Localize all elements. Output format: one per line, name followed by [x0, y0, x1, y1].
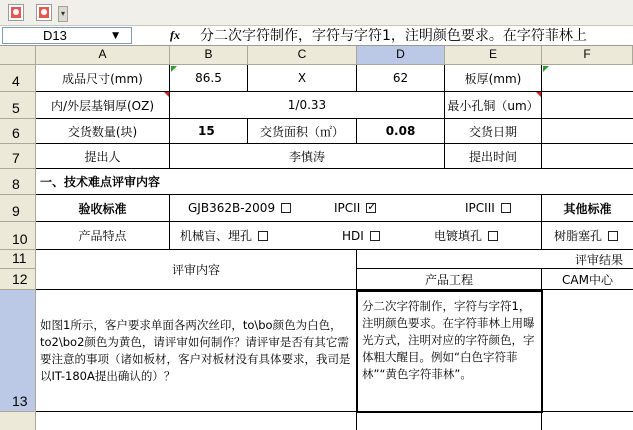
cell-reference: D13	[43, 28, 67, 43]
cell-a4[interactable]: 成品尺寸(mm)	[36, 65, 170, 92]
row-header-9[interactable]: 9	[0, 195, 36, 222]
header-cam-center[interactable]: CAM中心	[542, 269, 633, 290]
cell-f9[interactable]: 其他标准	[542, 195, 633, 222]
row-header-13[interactable]: 13	[0, 290, 36, 412]
row-header-6[interactable]: 6	[0, 119, 36, 144]
cell-review-question[interactable]: 如图1所示，客户要求单面各两次丝印，to\bo颜色为白色，to2\bo2颜色为黄色，请评审如何制作？请评审是否有其它需要注意的事项（诸如板材，客户对板材没有具体要求，我司是以IT-180A提出确认的）？	[36, 290, 357, 412]
row-header-11[interactable]: 11	[0, 250, 36, 269]
row-header-12[interactable]: 12	[0, 269, 36, 290]
checkbox-ipc3[interactable]	[501, 203, 511, 213]
option-blind-via[interactable]	[170, 222, 357, 250]
cell-e4[interactable]: 板厚(mm)	[445, 65, 542, 92]
cell-b7[interactable]: 李慎涛	[170, 144, 445, 169]
function-icon[interactable]: fx	[170, 28, 180, 42]
cell-b6[interactable]: 15	[170, 119, 248, 144]
option-plating-fill[interactable]	[430, 222, 542, 250]
cell-d14[interactable]	[357, 412, 542, 430]
cell-a7[interactable]: 提出人	[36, 144, 170, 169]
option-resin-plug-label: 树脂塞孔	[554, 229, 603, 243]
cell-a6[interactable]: 交货数量(块)	[36, 119, 170, 144]
comment-marker	[164, 92, 169, 97]
checkbox-gjb[interactable]	[281, 203, 291, 213]
column-header-c[interactable]: C	[248, 46, 357, 65]
cell-e7[interactable]: 提出时间	[445, 144, 542, 169]
column-header-f[interactable]: F	[542, 46, 633, 65]
cell-d13-active[interactable]: 分二次字符制作，字符与字符1，注明颜色要求。在字符菲林上用曝光方式，注明对应的字符颜色，字体粗大醒目。例如“白色字符菲林”“黄色字符菲林”。	[356, 290, 543, 413]
cell-c4[interactable]: X	[248, 65, 357, 92]
column-header-a[interactable]: A	[36, 46, 170, 65]
cell-e5[interactable]: 最小孔铜（um）	[445, 92, 542, 119]
option-ipc2-label: IPCII	[334, 201, 361, 215]
cell-a14[interactable]	[36, 412, 357, 430]
checkbox-blind-via[interactable]	[258, 231, 268, 241]
checkbox-hdi[interactable]	[370, 231, 380, 241]
cell-a10[interactable]: 产品特点	[36, 222, 170, 250]
option-ipc3-label: IPCIII	[465, 201, 495, 215]
column-header-b[interactable]: B	[170, 46, 248, 65]
option-hdi-label: HDI	[342, 228, 364, 243]
option-ipc3[interactable]	[445, 195, 542, 222]
pdf-export-icon[interactable]	[36, 4, 52, 21]
row-header-10[interactable]: 10	[0, 222, 36, 250]
header-review-content[interactable]: 评审内容	[36, 250, 357, 290]
checkbox-plating-fill[interactable]	[488, 231, 498, 241]
checkbox-resin-plug[interactable]	[608, 231, 618, 241]
cell-f6[interactable]	[542, 119, 633, 144]
option-ipc2[interactable]	[330, 195, 450, 222]
cell-f7[interactable]	[542, 144, 633, 169]
cell-f5[interactable]	[542, 92, 633, 119]
toolbar-options-icon[interactable]: ▾	[58, 6, 68, 22]
comment-marker	[171, 66, 177, 72]
formula-bar	[0, 26, 633, 46]
column-header-e[interactable]: E	[445, 46, 542, 65]
cell-e6[interactable]: 交货日期	[445, 119, 542, 144]
cell-b5[interactable]: 1/0.33	[170, 92, 445, 119]
name-box[interactable]	[2, 27, 132, 44]
option-hdi[interactable]	[338, 222, 438, 250]
cell-a9[interactable]: 验收标准	[36, 195, 170, 222]
formula-input[interactable]: 分二次字符制作，字符与字符1，注明颜色要求。在字符菲林上	[200, 28, 587, 44]
row-header-5[interactable]: 5	[0, 92, 36, 119]
option-plating-fill-label: 电镀填孔	[434, 229, 483, 243]
row-header-8[interactable]: 8	[0, 169, 36, 195]
cell-f14[interactable]	[542, 412, 633, 430]
cell-f13[interactable]	[543, 290, 633, 412]
cell-d6[interactable]: 0.08	[357, 119, 445, 144]
row-header-14[interactable]	[0, 412, 36, 430]
cell-d4[interactable]: 62	[357, 65, 445, 92]
header-review-result[interactable]: 评审结果	[357, 250, 633, 269]
column-header-d[interactable]: D	[357, 46, 445, 65]
checkbox-ipc2[interactable]	[366, 203, 376, 213]
row-header-4[interactable]: 4	[0, 65, 36, 92]
toolbar	[0, 0, 633, 26]
comment-marker	[536, 92, 541, 97]
row-header-7[interactable]: 7	[0, 144, 36, 169]
option-gjb-label: GJB362B-2009	[188, 201, 276, 215]
cell-b4[interactable]: 86.5	[170, 65, 248, 92]
chevron-down-icon[interactable]: ▼	[112, 31, 119, 41]
select-all-corner[interactable]	[0, 46, 36, 65]
cell-f4[interactable]	[542, 65, 633, 92]
option-resin-plug[interactable]	[542, 222, 633, 250]
header-product-engineering[interactable]: 产品工程	[357, 269, 542, 290]
cell-a5[interactable]: 内/外层基铜厚(OZ)	[36, 92, 170, 119]
option-blind-via-label: 机械盲、埋孔	[180, 229, 253, 243]
option-gjb[interactable]	[170, 195, 357, 222]
pdf-icon[interactable]	[8, 4, 24, 21]
section-heading-technical[interactable]: 一、技术难点评审内容	[36, 169, 633, 195]
cell-c6[interactable]: 交货面积（㎡）	[248, 119, 357, 144]
